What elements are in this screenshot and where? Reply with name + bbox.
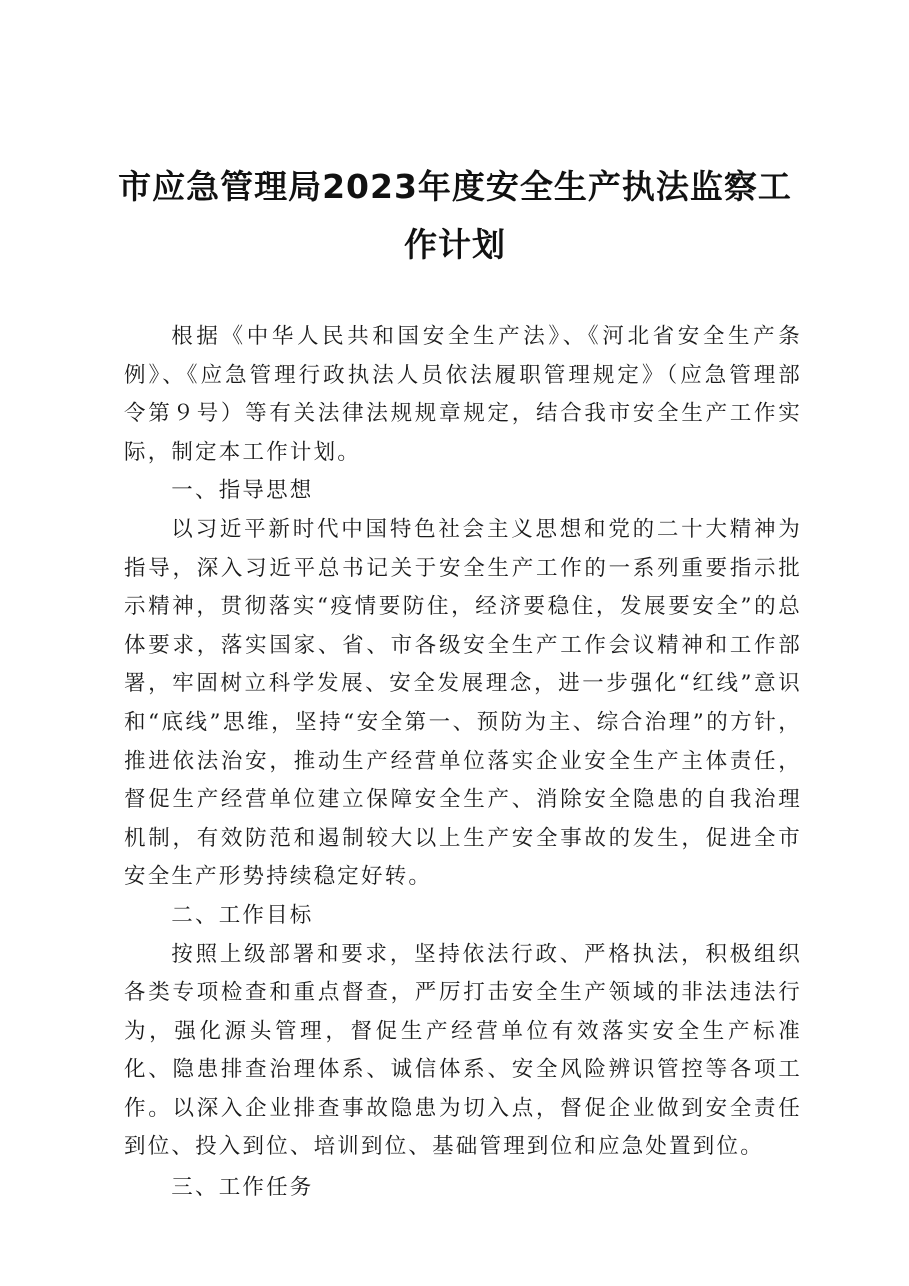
intro-paragraph: 根据《中华人民共和国安全生产法》、《河北省安全生产条例》、《应急管理行政执法人员依法履职管理规定》（应急管理部令第９号）等有关法律法规规章规定，结合我市安全生产工作实际，制定本工作计划。 (124, 324, 802, 465)
section-heading-work-tasks: 三、工作任务 (171, 1175, 314, 1201)
document-body (124, 318, 802, 1208)
section-heading-work-goals: 二、工作目标 (171, 902, 314, 928)
document-title: 市应急管理局2023年度安全生产执法监察工作计划 (118, 167, 792, 264)
section-body-guiding-ideology: 以习近平新时代中国特色社会主义思想和党的二十大精神为指导，深入习近平总书记关于安全生产工作的一系列重要指示批示精神，贯彻落实“疫情要防住，经济要稳住，发展要安全”的总体要求，落实国家、省、市各级安全生产工作会议精神和工作部署，牢固树立科学发展、安全发展理念，进一步强化“红线”意识和“底线”思维，坚持“安全第一、预防为主、综合治理”的方针，推进依法治安，推动生产经营单位落实企业安全生产主体责任，督促生产经营单位建立保障安全生产、消除安全隐患的自我治理机制，有效防范和遏制较大以上生产安全事故的发生，促进全市安全生产形势持续稳定好转。 (124, 516, 802, 890)
section-body-work-goals: 按照上级部署和要求，坚持依法行政、严格执法，积极组织各类专项检查和重点督查，严厉打击安全生产领域的非法违法行为，强化源头管理，督促生产经营单位有效落实安全生产标准化、隐患排查治理体系、诚信体系、安全风险辨识管控等各项工作。以深入企业排查事故隐患为切入点，督促企业做到安全责任到位、投入到位、培训到位、基础管理到位和应急处置到位。 (124, 941, 802, 1160)
section-heading-guiding-ideology: 一、指导思想 (171, 478, 314, 504)
